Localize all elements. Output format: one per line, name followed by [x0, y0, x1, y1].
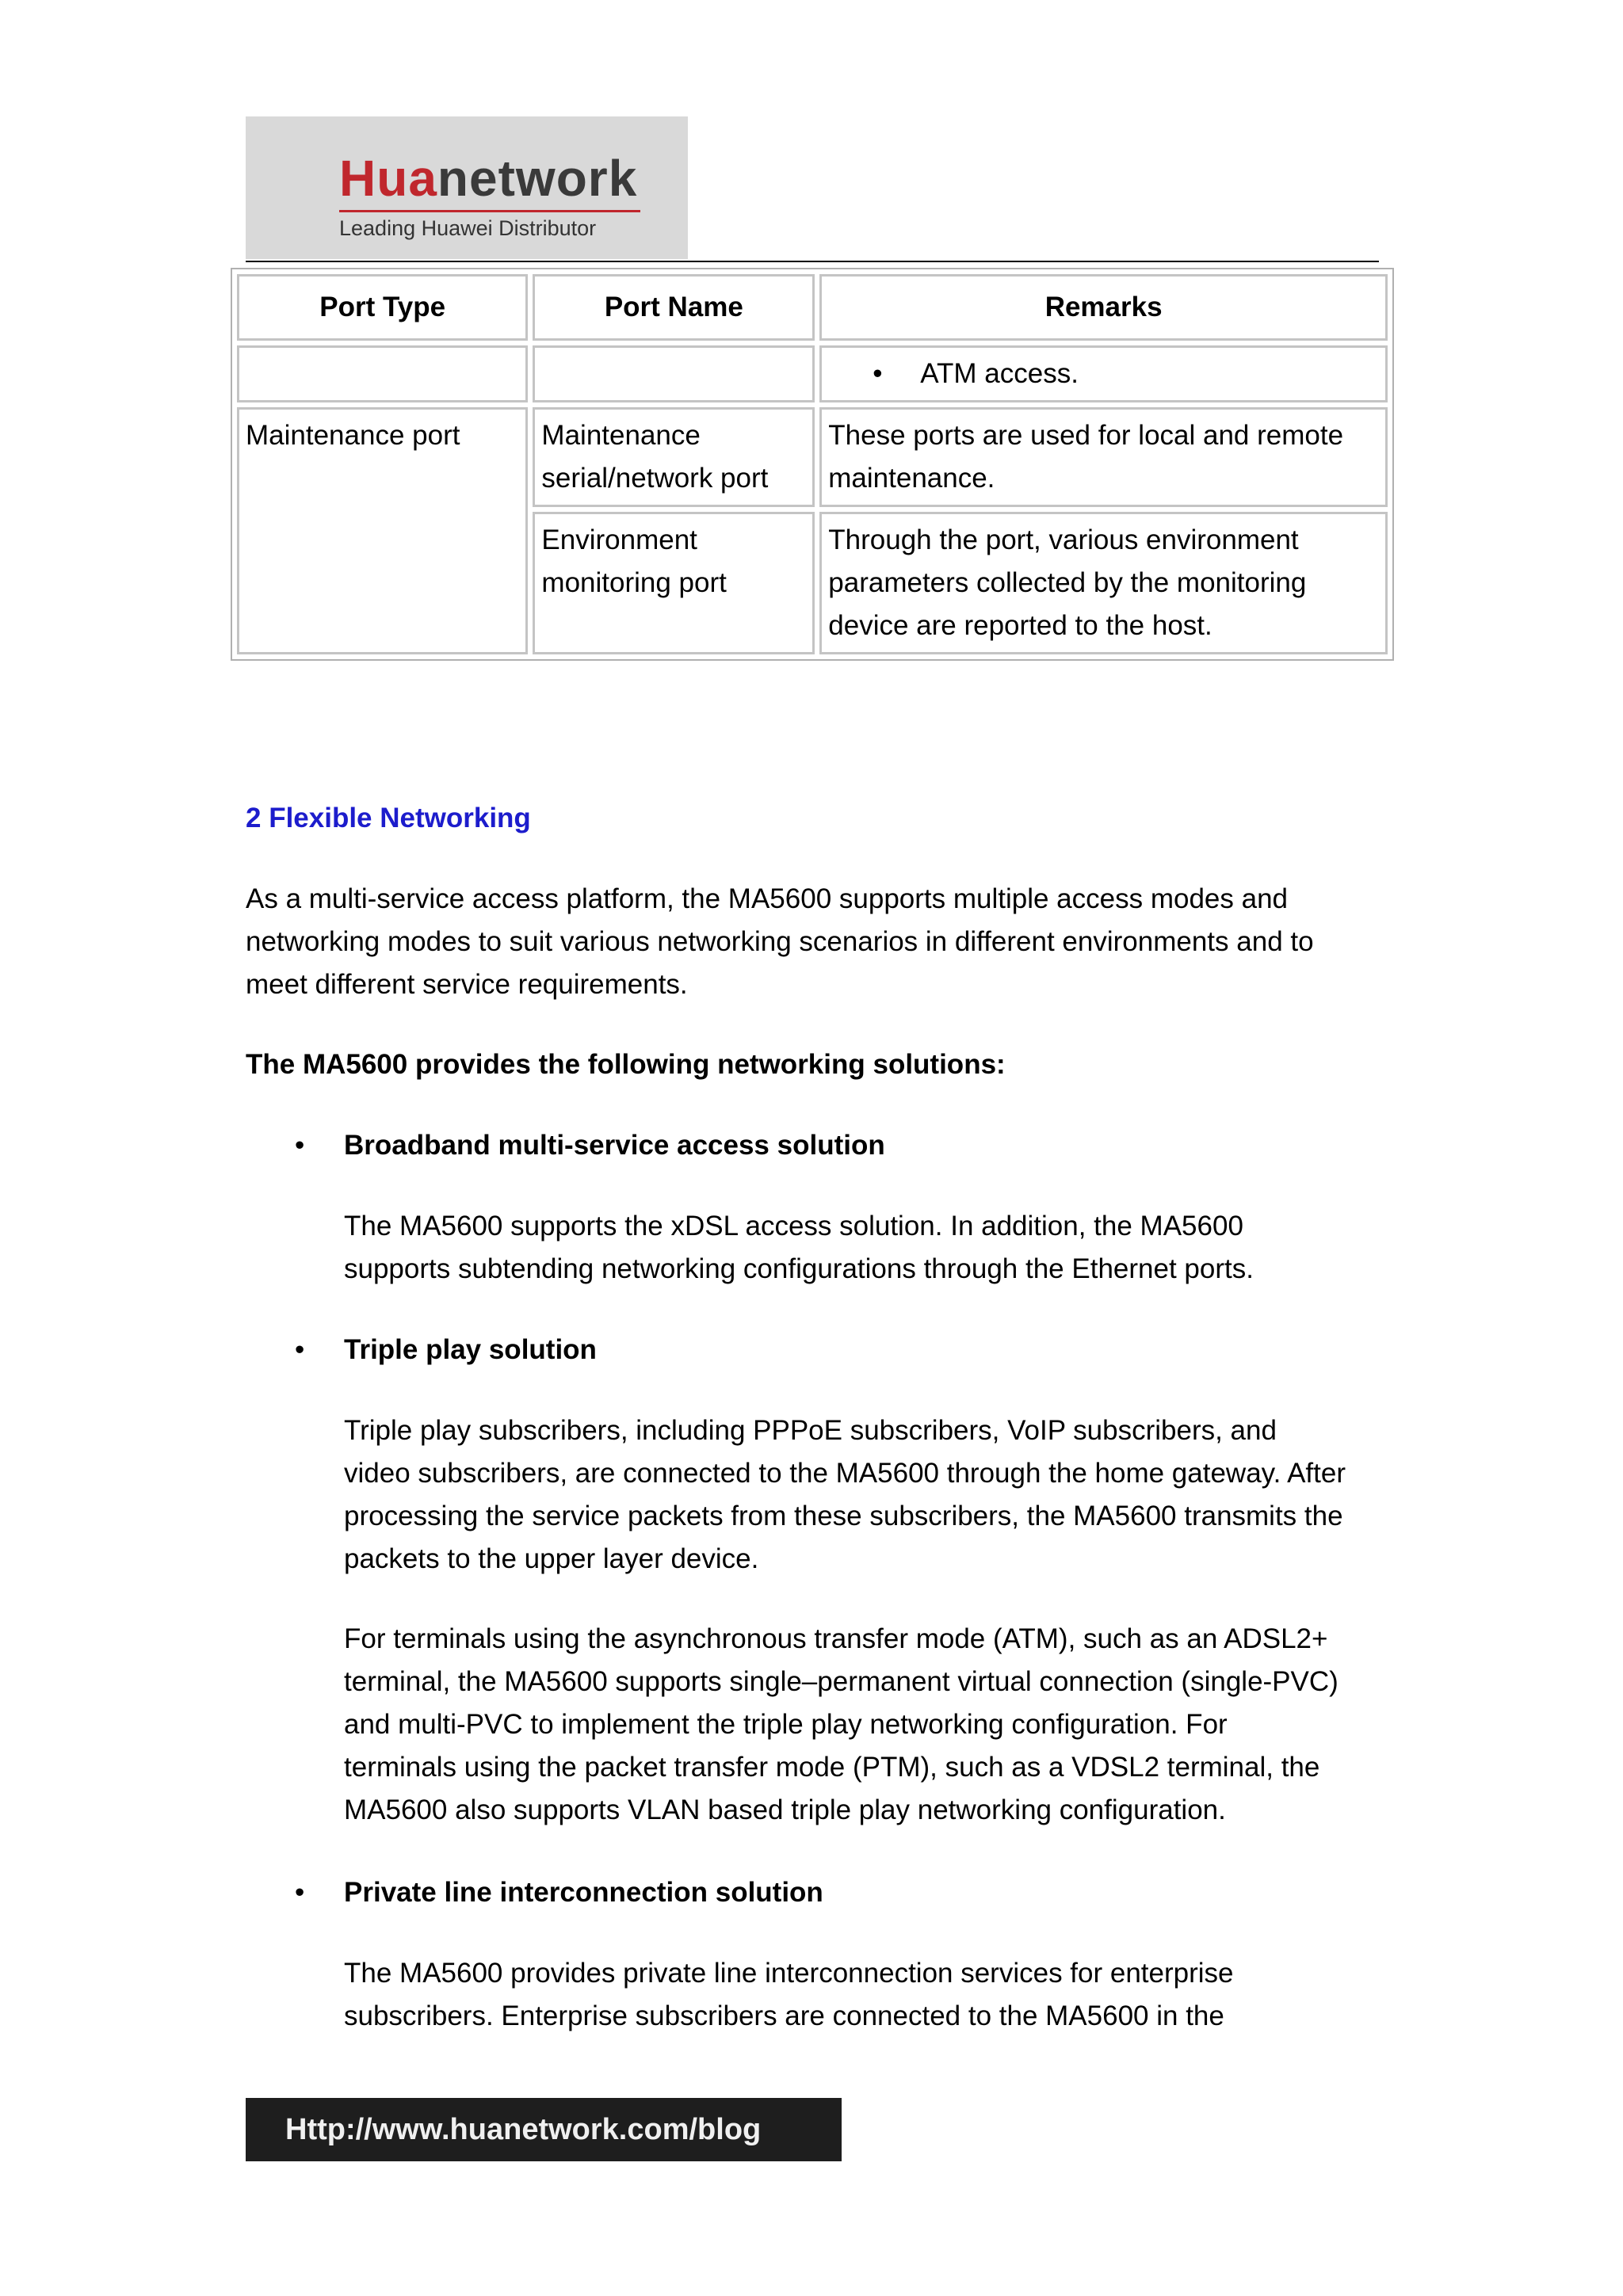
bullet-icon: • — [295, 1334, 305, 1365]
table-cell-remark: Through the port, various environment parameters collected by the monitoring device are reported to the host. — [819, 512, 1388, 654]
table-cell-port-name: Maintenance serial/network port — [533, 407, 815, 507]
table-row — [237, 345, 1388, 402]
logo-tagline: Leading Huawei Distributor — [339, 216, 597, 240]
item-title-broadband: Broadband multi-service access solution — [344, 1130, 885, 1161]
section-title: 2 Flexible Networking — [246, 803, 531, 833]
header-divider — [246, 261, 1379, 262]
logo-underline — [339, 210, 640, 212]
table-cell-empty — [237, 345, 528, 402]
intro-paragraph: As a multi-service access platform, the MA5600 supports multiple access modes and networking modes to suit various networking scenarios in different environments and to meet different service requirements. — [246, 883, 1314, 1000]
bullet-icon: • — [295, 1130, 305, 1161]
table-cell-remark: • ATM access. — [819, 345, 1388, 402]
footer-url-banner[interactable]: Http://www.huanetwork.com/blog — [246, 2098, 842, 2161]
item-title-private-line: Private line interconnection solution — [344, 1877, 823, 1908]
bullet-icon: • — [873, 358, 883, 389]
logo-wordmark: Huanetwork — [339, 150, 638, 207]
table-row — [237, 407, 1388, 507]
port-table — [231, 268, 1394, 661]
item-body-broadband: The MA5600 supports the xDSL access solution. In addition, the MA5600 supports subtending networking configurations through the Ethernet ports. — [344, 1211, 1254, 1284]
header-remarks: Remarks — [819, 274, 1388, 341]
item-body-private-line: The MA5600 provides private line interconnection services for enterprise subscribers. Enterprise subscribers are connected to the MA5600 in the — [344, 1958, 1234, 2031]
item-body-triple-play-2: For terminals using the asynchronous transfer mode (ATM), such as an ADSL2+ terminal, the MA5600 supports single–permanent virtual connection (single-PVC) and multi-PVC to implement the triple play networking configuration. For terminals using the packet transfer mode (PTM), such as a VDSL2 terminal, the MA5600 also supports VLAN based triple play networking configuration. — [344, 1623, 1338, 1825]
table-cell-empty — [533, 345, 815, 402]
table-header-row — [237, 274, 1388, 341]
table-cell-remark: These ports are used for local and remote maintenance. — [819, 407, 1388, 507]
solutions-heading: The MA5600 provides the following networking solutions: — [246, 1049, 1006, 1080]
header-port-name: Port Name — [533, 274, 815, 341]
table-cell-port-name: Environment monitoring port — [533, 512, 815, 654]
bullet-icon: • — [295, 1877, 305, 1908]
item-title-triple-play: Triple play solution — [344, 1334, 597, 1365]
header-port-type: Port Type — [237, 274, 528, 341]
company-logo — [246, 116, 688, 259]
table-cell-port-type: Maintenance port — [237, 407, 528, 654]
item-body-triple-play: Triple play subscribers, including PPPoE subscribers, VoIP subscribers, and video subscribers, are connected to the MA5600 through the home gateway. After processing the service packets from these subscribers, the MA5600 transmits the packets to the upper layer device. — [344, 1415, 1346, 1574]
